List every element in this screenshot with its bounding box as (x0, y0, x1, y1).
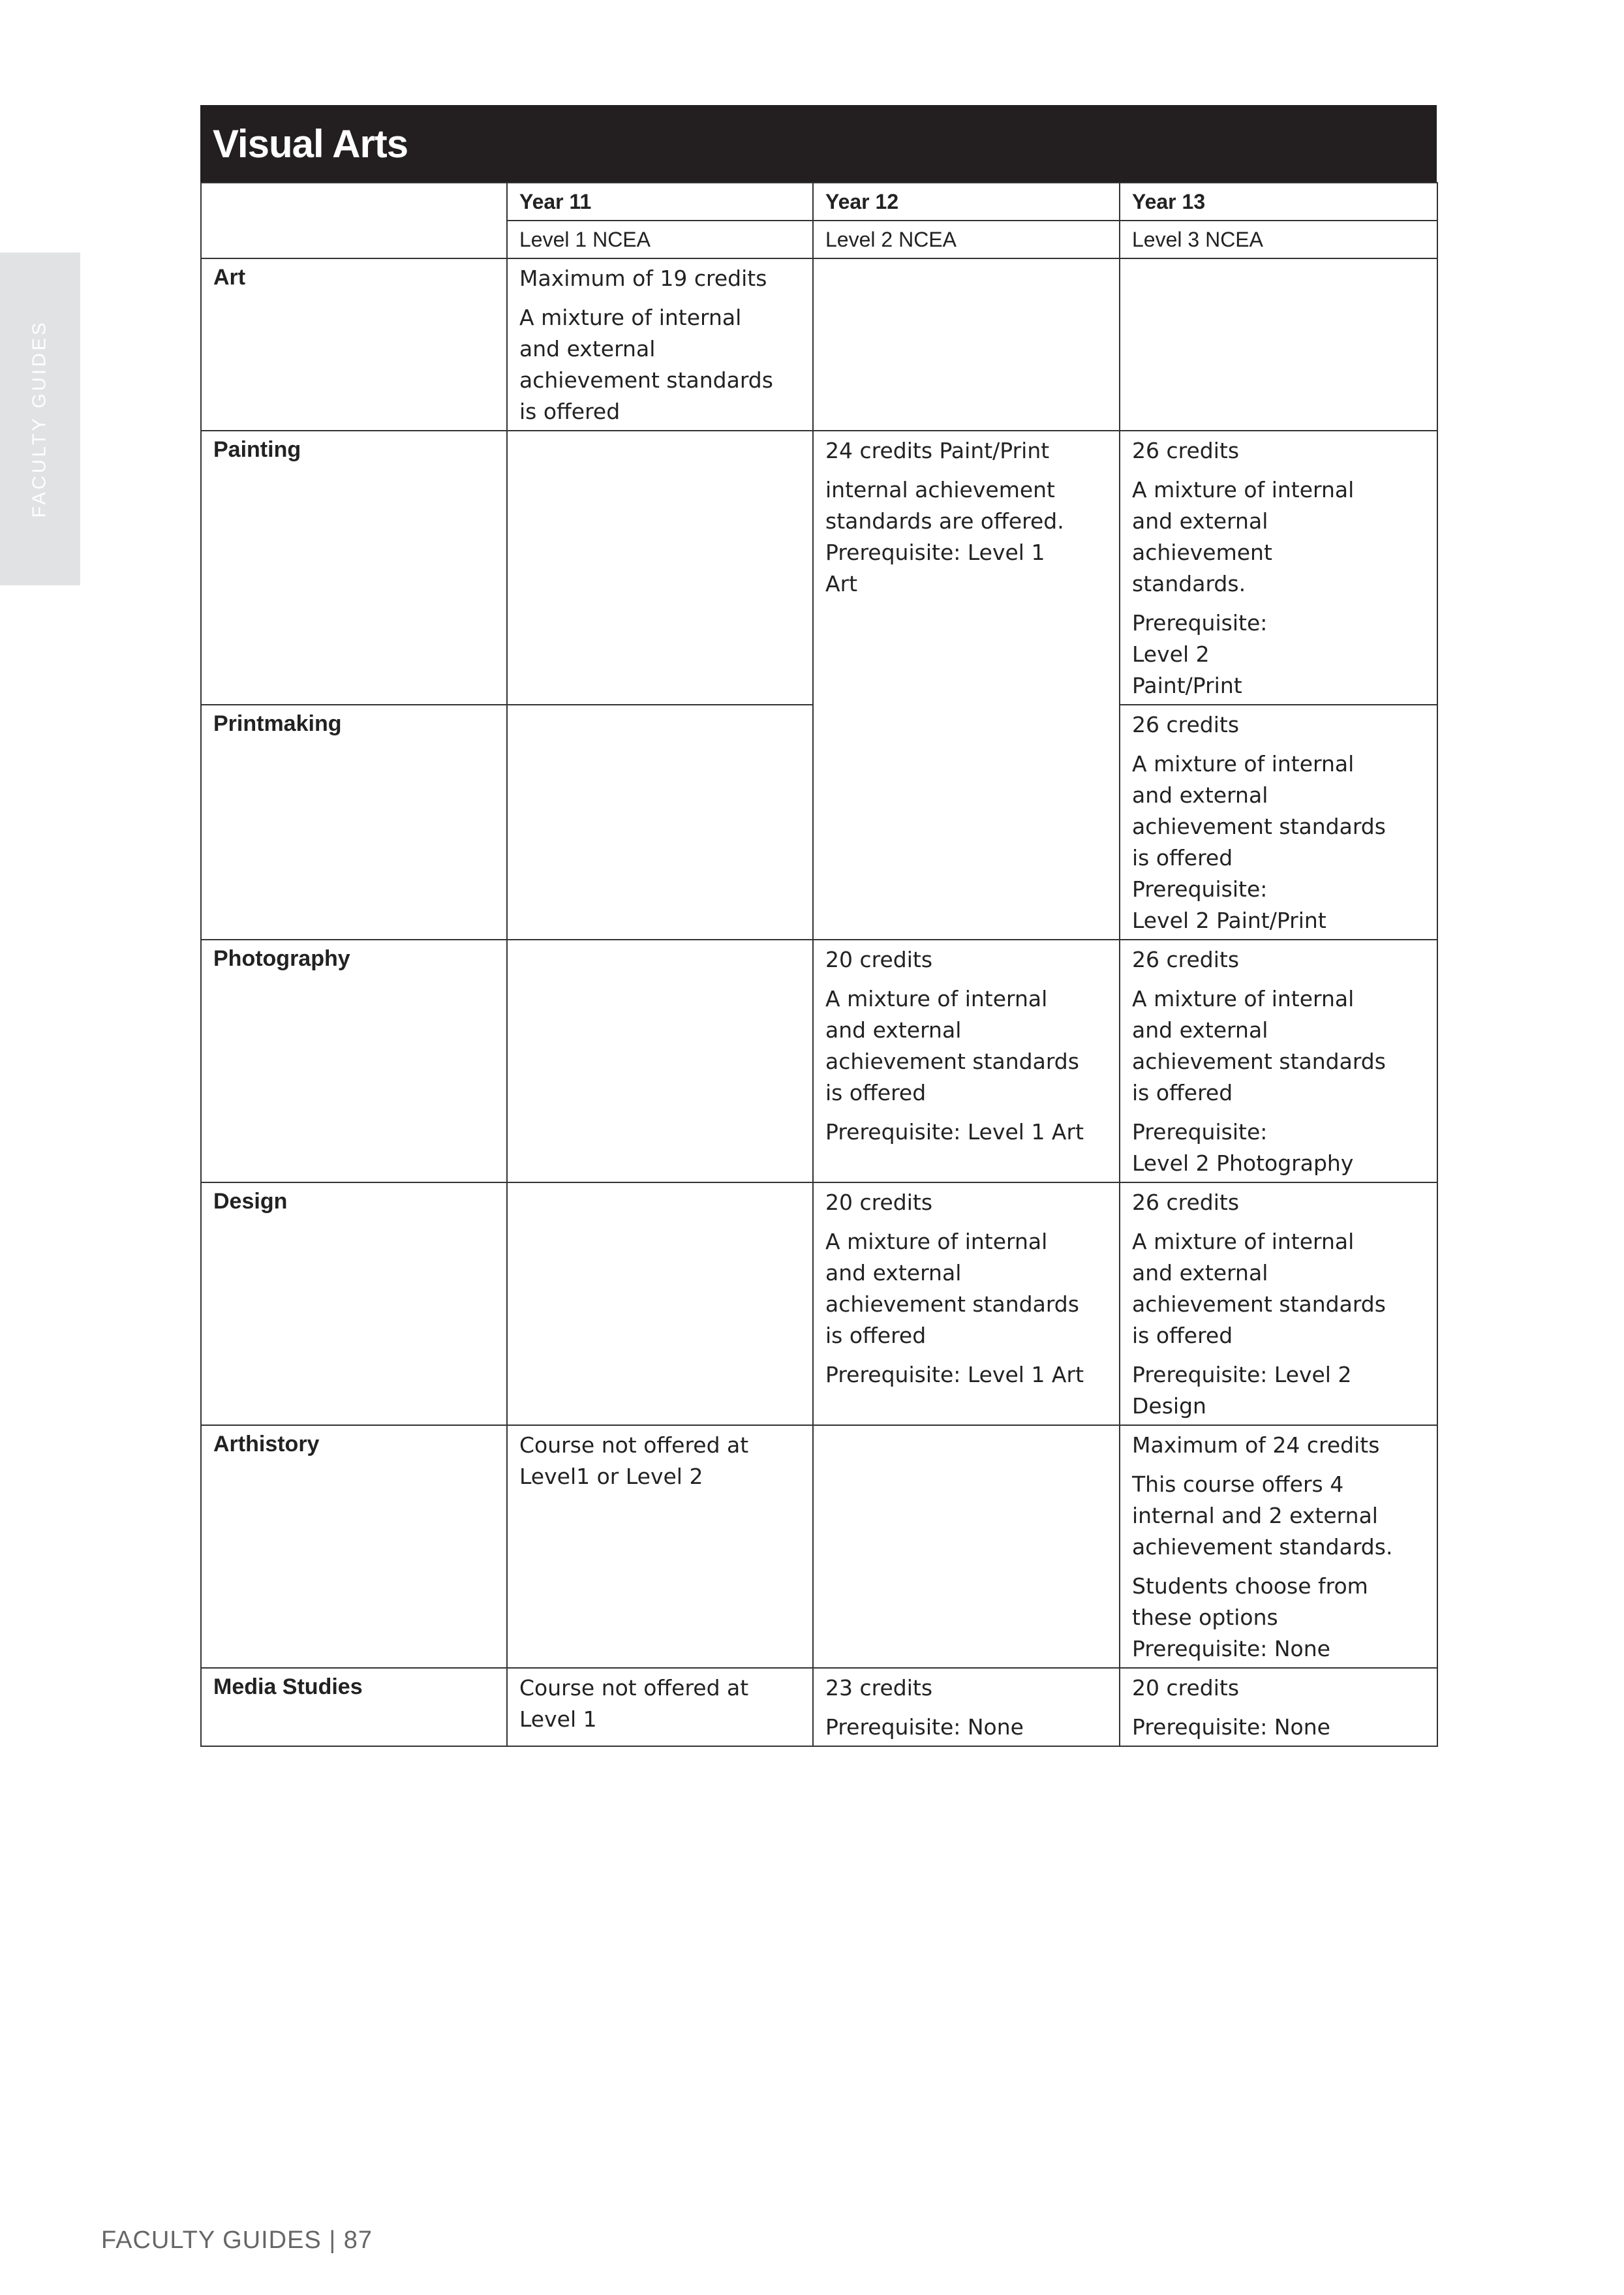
cell-text-line: and external (825, 1260, 962, 1286)
cell-text-line: Level 2 Photography (1132, 1150, 1354, 1176)
row-label-media-studies: Media Studies (201, 1668, 507, 1746)
cell-text-line: and external (1132, 1260, 1268, 1286)
cell-media-y13 (1120, 1668, 1437, 1746)
cell-text-line: achievement standards (519, 367, 773, 393)
cell-photography-y12 (813, 940, 1120, 1182)
table-row-media-studies (201, 1668, 1437, 1746)
table-row-arthistory (201, 1425, 1437, 1668)
cell-text-line: Prerequisite: Level 1 Art (825, 1119, 1084, 1145)
cell-text-line: standards are offered. (825, 508, 1064, 534)
cell-text-line: 26 credits (1132, 1190, 1240, 1215)
cell-photography-y11 (507, 940, 813, 1182)
cell-text-line: Level 1 (519, 1706, 597, 1732)
cell-text-line: is offered (1132, 1080, 1233, 1105)
cell-text-line: A mixture of internal (519, 305, 742, 330)
cell-text-line: A mixture of internal (825, 986, 1048, 1011)
cell-text-line: Prerequisite: (1132, 1119, 1268, 1145)
cell-text-line: and external (1132, 1017, 1268, 1043)
cell-text-line: achievement (1132, 540, 1272, 565)
table-row-photography (201, 940, 1437, 1182)
cell-text-line: achievement standards (1132, 1049, 1386, 1074)
header-year-12: Year 12 (813, 183, 1120, 221)
cell-text-line: Prerequisite: Level 1 (825, 540, 1045, 565)
cell-text-line: A mixture of internal (1132, 477, 1355, 502)
page-footer: FACULTY GUIDES | 87 (101, 2226, 373, 2254)
cell-text-line: Level 2 (1132, 641, 1210, 667)
cell-text-line: Course not offered at (519, 1675, 749, 1701)
header-year-11: Year 11 (507, 183, 813, 221)
row-label-arthistory: Arthistory (201, 1425, 507, 1668)
cell-text-line: Prerequisite: Level 2 (1132, 1362, 1352, 1387)
cell-text-line: A mixture of internal (1132, 1229, 1355, 1254)
row-label-painting: Painting (201, 431, 507, 705)
cell-photography-y13 (1120, 940, 1437, 1182)
cell-text-line: Prerequisite: (1132, 876, 1268, 902)
cell-text-line: Design (1132, 1393, 1206, 1419)
cell-art-y12 (813, 258, 1120, 431)
cell-text-line: 20 credits (825, 947, 933, 972)
cell-text-line: achievement standards. (1132, 1534, 1393, 1560)
cell-text-line: is offered (1132, 845, 1233, 870)
table-row-design (201, 1182, 1437, 1425)
side-tab (0, 253, 80, 585)
cell-design-y12 (813, 1182, 1120, 1425)
cell-text-line: and external (825, 1017, 962, 1043)
cell-painting-y11 (507, 431, 813, 705)
cell-media-y11 (507, 1668, 813, 1746)
cell-text-line: 26 credits (1132, 947, 1240, 972)
cell-text-line: internal achievement (825, 477, 1055, 502)
cell-text-line: achievement standards (1132, 814, 1386, 839)
cell-text-line: is offered (1132, 1323, 1233, 1348)
table-row-painting (201, 431, 1437, 705)
cell-text-line: is offered (825, 1080, 927, 1105)
cell-text-line: Prerequisite: None (1132, 1714, 1330, 1740)
row-label-design: Design (201, 1182, 507, 1425)
cell-text-line: achievement standards (1132, 1291, 1386, 1317)
table-row-art (201, 258, 1437, 431)
cell-text-line: 24 credits Paint/Print (825, 438, 1050, 463)
cell-design-y11 (507, 1182, 813, 1425)
cell-text-line: achievement standards (825, 1291, 1079, 1317)
cell-text-line: 26 credits (1132, 712, 1240, 737)
cell-text-line: 23 credits (825, 1675, 933, 1701)
header-year-13: Year 13 (1120, 183, 1437, 221)
cell-text-line: standards. (1132, 571, 1246, 596)
cell-printmaking-y11 (507, 705, 813, 940)
header-level-3: Level 3 NCEA (1120, 221, 1437, 258)
cell-paint-print-y12 (813, 431, 1120, 940)
cell-text-line: these options (1132, 1605, 1278, 1630)
cell-painting-y13 (1120, 431, 1437, 705)
cell-text-line: Level 2 Paint/Print (1132, 908, 1326, 933)
cell-text-line: and external (1132, 782, 1268, 808)
row-label-photography: Photography (201, 940, 507, 1182)
cell-text-line: Level1 or Level 2 (519, 1464, 703, 1489)
cell-text-line: This course offers 4 (1132, 1471, 1344, 1497)
cell-arthistory-y12 (813, 1425, 1120, 1668)
cell-text-line: Students choose from (1132, 1573, 1368, 1599)
cell-text-line: 20 credits (825, 1190, 933, 1215)
cell-text-line: Paint/Print (1132, 673, 1242, 698)
cell-arthistory-y11 (507, 1425, 813, 1668)
cell-text-line: Art (825, 571, 858, 596)
cell-arthistory-y13 (1120, 1425, 1437, 1668)
header-level-2: Level 2 NCEA (813, 221, 1120, 258)
side-tab-label: FACULTY GUIDES (29, 320, 50, 518)
empty-header-cell (201, 183, 507, 258)
cell-art-y13 (1120, 258, 1437, 431)
cell-text-line: Maximum of 24 credits (1132, 1432, 1380, 1458)
cell-text-line: 26 credits (1132, 438, 1240, 463)
cell-text-line: 20 credits (1132, 1675, 1240, 1701)
cell-text-line: internal and 2 external (1132, 1503, 1378, 1528)
row-label-printmaking: Printmaking (201, 705, 507, 940)
cell-media-y12 (813, 1668, 1120, 1746)
cell-text-line: A mixture of internal (825, 1229, 1048, 1254)
cell-printmaking-y13 (1120, 705, 1437, 940)
cell-text-line: is offered (825, 1323, 927, 1348)
visual-arts-table (200, 182, 1438, 1747)
cell-text-line: is offered (519, 399, 620, 424)
cell-art-y11 (507, 258, 813, 431)
year-header-row (201, 183, 1437, 221)
cell-text-line: achievement standards (825, 1049, 1079, 1074)
cell-text-line: Prerequisite: None (1132, 1636, 1330, 1661)
header-level-1: Level 1 NCEA (507, 221, 813, 258)
cell-text-line: Maximum of 19 credits (519, 266, 767, 291)
cell-text-line: Prerequisite: None (825, 1714, 1024, 1740)
title-bar (200, 105, 1437, 182)
cell-text-line: Prerequisite: Level 1 Art (825, 1362, 1084, 1387)
cell-text-line: and external (519, 336, 656, 362)
row-label-art: Art (201, 258, 507, 431)
cell-text-line: Course not offered at (519, 1432, 749, 1458)
page-title: Visual Arts (213, 121, 408, 166)
cell-text-line: and external (1132, 508, 1268, 534)
cell-text-line: A mixture of internal (1132, 986, 1355, 1011)
cell-design-y13 (1120, 1182, 1437, 1425)
cell-text-line: Prerequisite: (1132, 610, 1268, 636)
cell-text-line: A mixture of internal (1132, 751, 1355, 777)
